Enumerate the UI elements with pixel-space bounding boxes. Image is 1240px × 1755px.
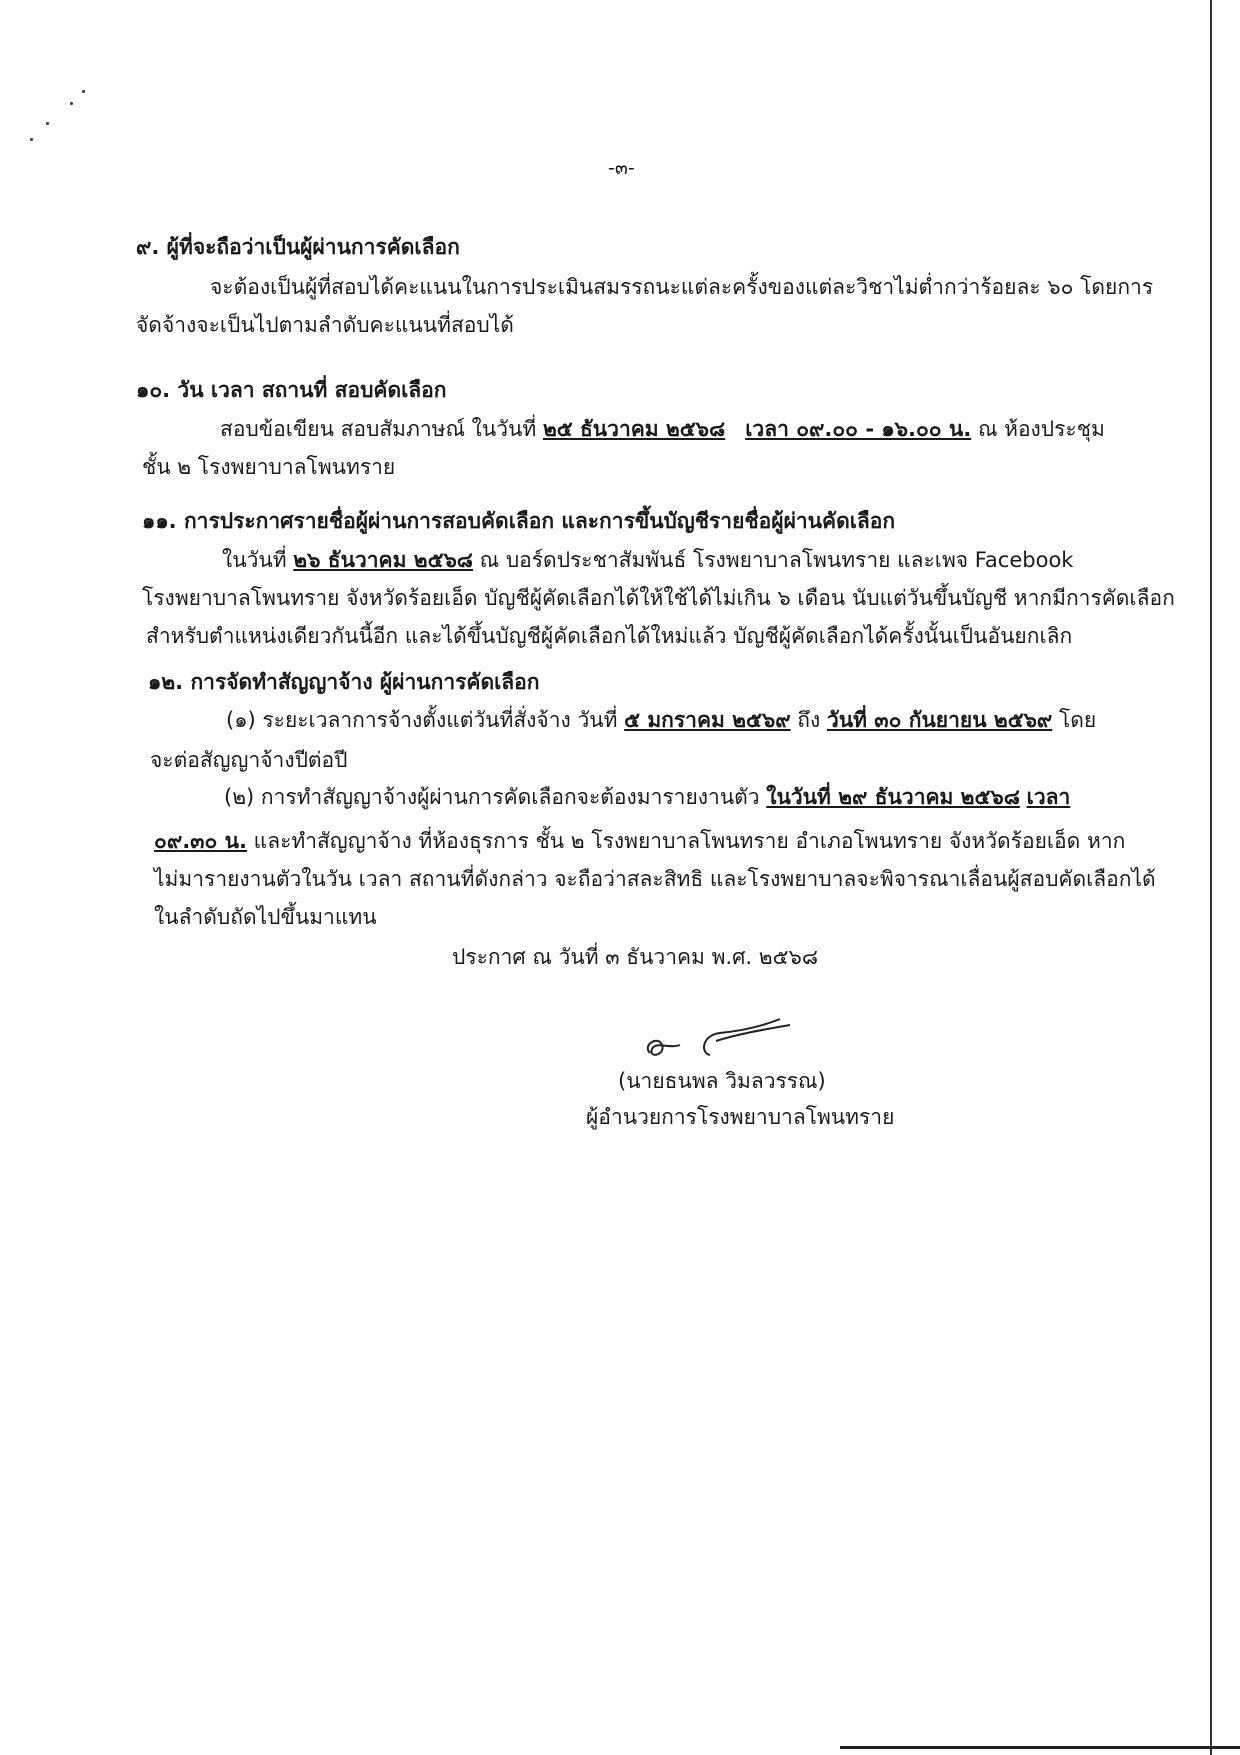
section-12-p2: ไม่มารายงานตัวในวัน เวลา สถานที่ดังกล่าว จะถือว่าสละสิทธิ และโรงพยาบาลจะพิจารณาเลื่อนผู้สอบคัดเลือกได้ <box>154 867 1156 891</box>
scan-edge-right <box>1210 0 1212 1755</box>
exam-location: ณ ห้องประชุม <box>971 417 1105 441</box>
section-11-text: โรงพยาบาลโพนทราย จังหวัดร้อยเอ็ด บัญชีผู้คัดเลือกได้ให้ใช้ได้ไม่เกิน ๖ เดือน นับแต่วันขึ้นบัญชี หากมีการคัดเลือก <box>142 586 1175 610</box>
section-11-heading: ๑๑. การประกาศรายชื่อผู้ผ่านการสอบคัดเลือก และการขึ้นบัญชีรายชื่อผู้ผ่านคัดเลือก <box>142 509 896 533</box>
report-gap <box>1020 785 1027 809</box>
scan-speck <box>46 122 49 125</box>
section-11-text <box>222 548 1073 573</box>
report-time: ๐๙.๓๐ น. <box>154 829 247 853</box>
section-12-p2 <box>224 785 1070 810</box>
scan-speck <box>82 90 85 93</box>
report-date: ในวันที่ ๒๙ ธันวาคม ๒๕๖๘ <box>766 785 1020 809</box>
contract-by: โดย <box>1052 708 1097 732</box>
section-10-heading: ๑๐. วัน เวลา สถานที่ สอบคัดเลือก <box>136 378 447 402</box>
section-10-text: ชั้น ๒ โรงพยาบาลโพนทราย <box>142 455 396 479</box>
exam-date: ๒๕ ธันวาคม ๒๕๖๘ <box>542 417 726 441</box>
contract-period-text: (๑) ระยะเวลาการจ้างตั้งแต่วันที่สั่งจ้าง วันที่ <box>226 708 625 732</box>
announcement-date: ประกาศ ณ วันที่ ๓ ธันวาคม พ.ศ. ๒๕๖๘ <box>452 945 819 969</box>
exam-time: เวลา ๐๙.๐๐ - ๑๖.๐๐ น. <box>745 417 972 441</box>
contract-start-date: ๕ มกราคม ๒๕๖๙ <box>624 708 791 732</box>
section-12-heading: ๑๒. การจัดทำสัญญาจ้าง ผู้ผ่านการคัดเลือก <box>148 670 540 694</box>
report-time-label: เวลา <box>1026 785 1071 809</box>
section-11-text: สำหรับตำแหน่งเดียวกันนี้อีก และได้ขึ้นบัญชีผู้คัดเลือกได้ใหม่แล้ว บัญชีผู้คัดเลือกได้ครั้งนั้นเป็นอันยกเลิก <box>146 624 1073 648</box>
signer-name: (นายธนพล วิมลวรรณ) <box>618 1069 826 1093</box>
signature-image <box>640 1005 800 1065</box>
section-12-p2: ในลำดับถัดไปขึ้นมาแทน <box>154 905 377 929</box>
announce-location: ณ บอร์ดประชาสัมพันธ์ โรงพยาบาลโพนทราย และเพจ Facebook <box>473 548 1074 572</box>
section-12-p1 <box>226 708 1096 733</box>
signer-title: ผู้อำนวยการโรงพยาบาลโพนทราย <box>586 1105 895 1129</box>
scan-edge-bottom <box>840 1746 1240 1749</box>
announce-text: ในวันที่ <box>222 548 294 572</box>
exam-text: สอบข้อเขียน สอบสัมภาษณ์ ในวันที่ <box>220 417 543 441</box>
section-10-text <box>220 417 1105 442</box>
section-9-text: จัดจ้างจะเป็นไปตามลำดับคะแนนที่สอบได้ <box>136 313 514 337</box>
scan-speck <box>70 102 73 105</box>
contract-end-date: วันที่ ๓๐ กันยายน ๒๕๖๙ <box>826 708 1053 732</box>
announce-date: ๒๖ ธันวาคม ๒๕๖๘ <box>293 548 473 572</box>
report-text: (๒) การทำสัญญาจ้างผู้ผ่านการคัดเลือกจะต้องมารายงานตัว <box>224 785 767 809</box>
section-9-heading: ๙. ผู้ที่จะถือว่าเป็นผู้ผ่านการคัดเลือก <box>136 235 460 259</box>
page-number: -๓- <box>608 157 635 179</box>
section-12-p2 <box>154 829 1125 854</box>
scan-speck <box>30 138 33 141</box>
contract-location: และทำสัญญาจ้าง ที่ห้องธุรการ ชั้น ๒ โรงพยาบาลโพนทราย อำเภอโพนทราย จังหวัดร้อยเอ็ด หาก <box>247 829 1126 853</box>
section-9-text: จะต้องเป็นผู้ที่สอบได้คะแนนในการประเมินสมรรถนะแต่ละครั้งของแต่ละวิชาไม่ต่ำกว่าร้อยละ ๖๐ โดยการ <box>210 275 1154 299</box>
section-12-p1: จะต่อสัญญาจ้างปีต่อปี <box>150 748 348 772</box>
contract-to: ถึง <box>790 708 827 732</box>
